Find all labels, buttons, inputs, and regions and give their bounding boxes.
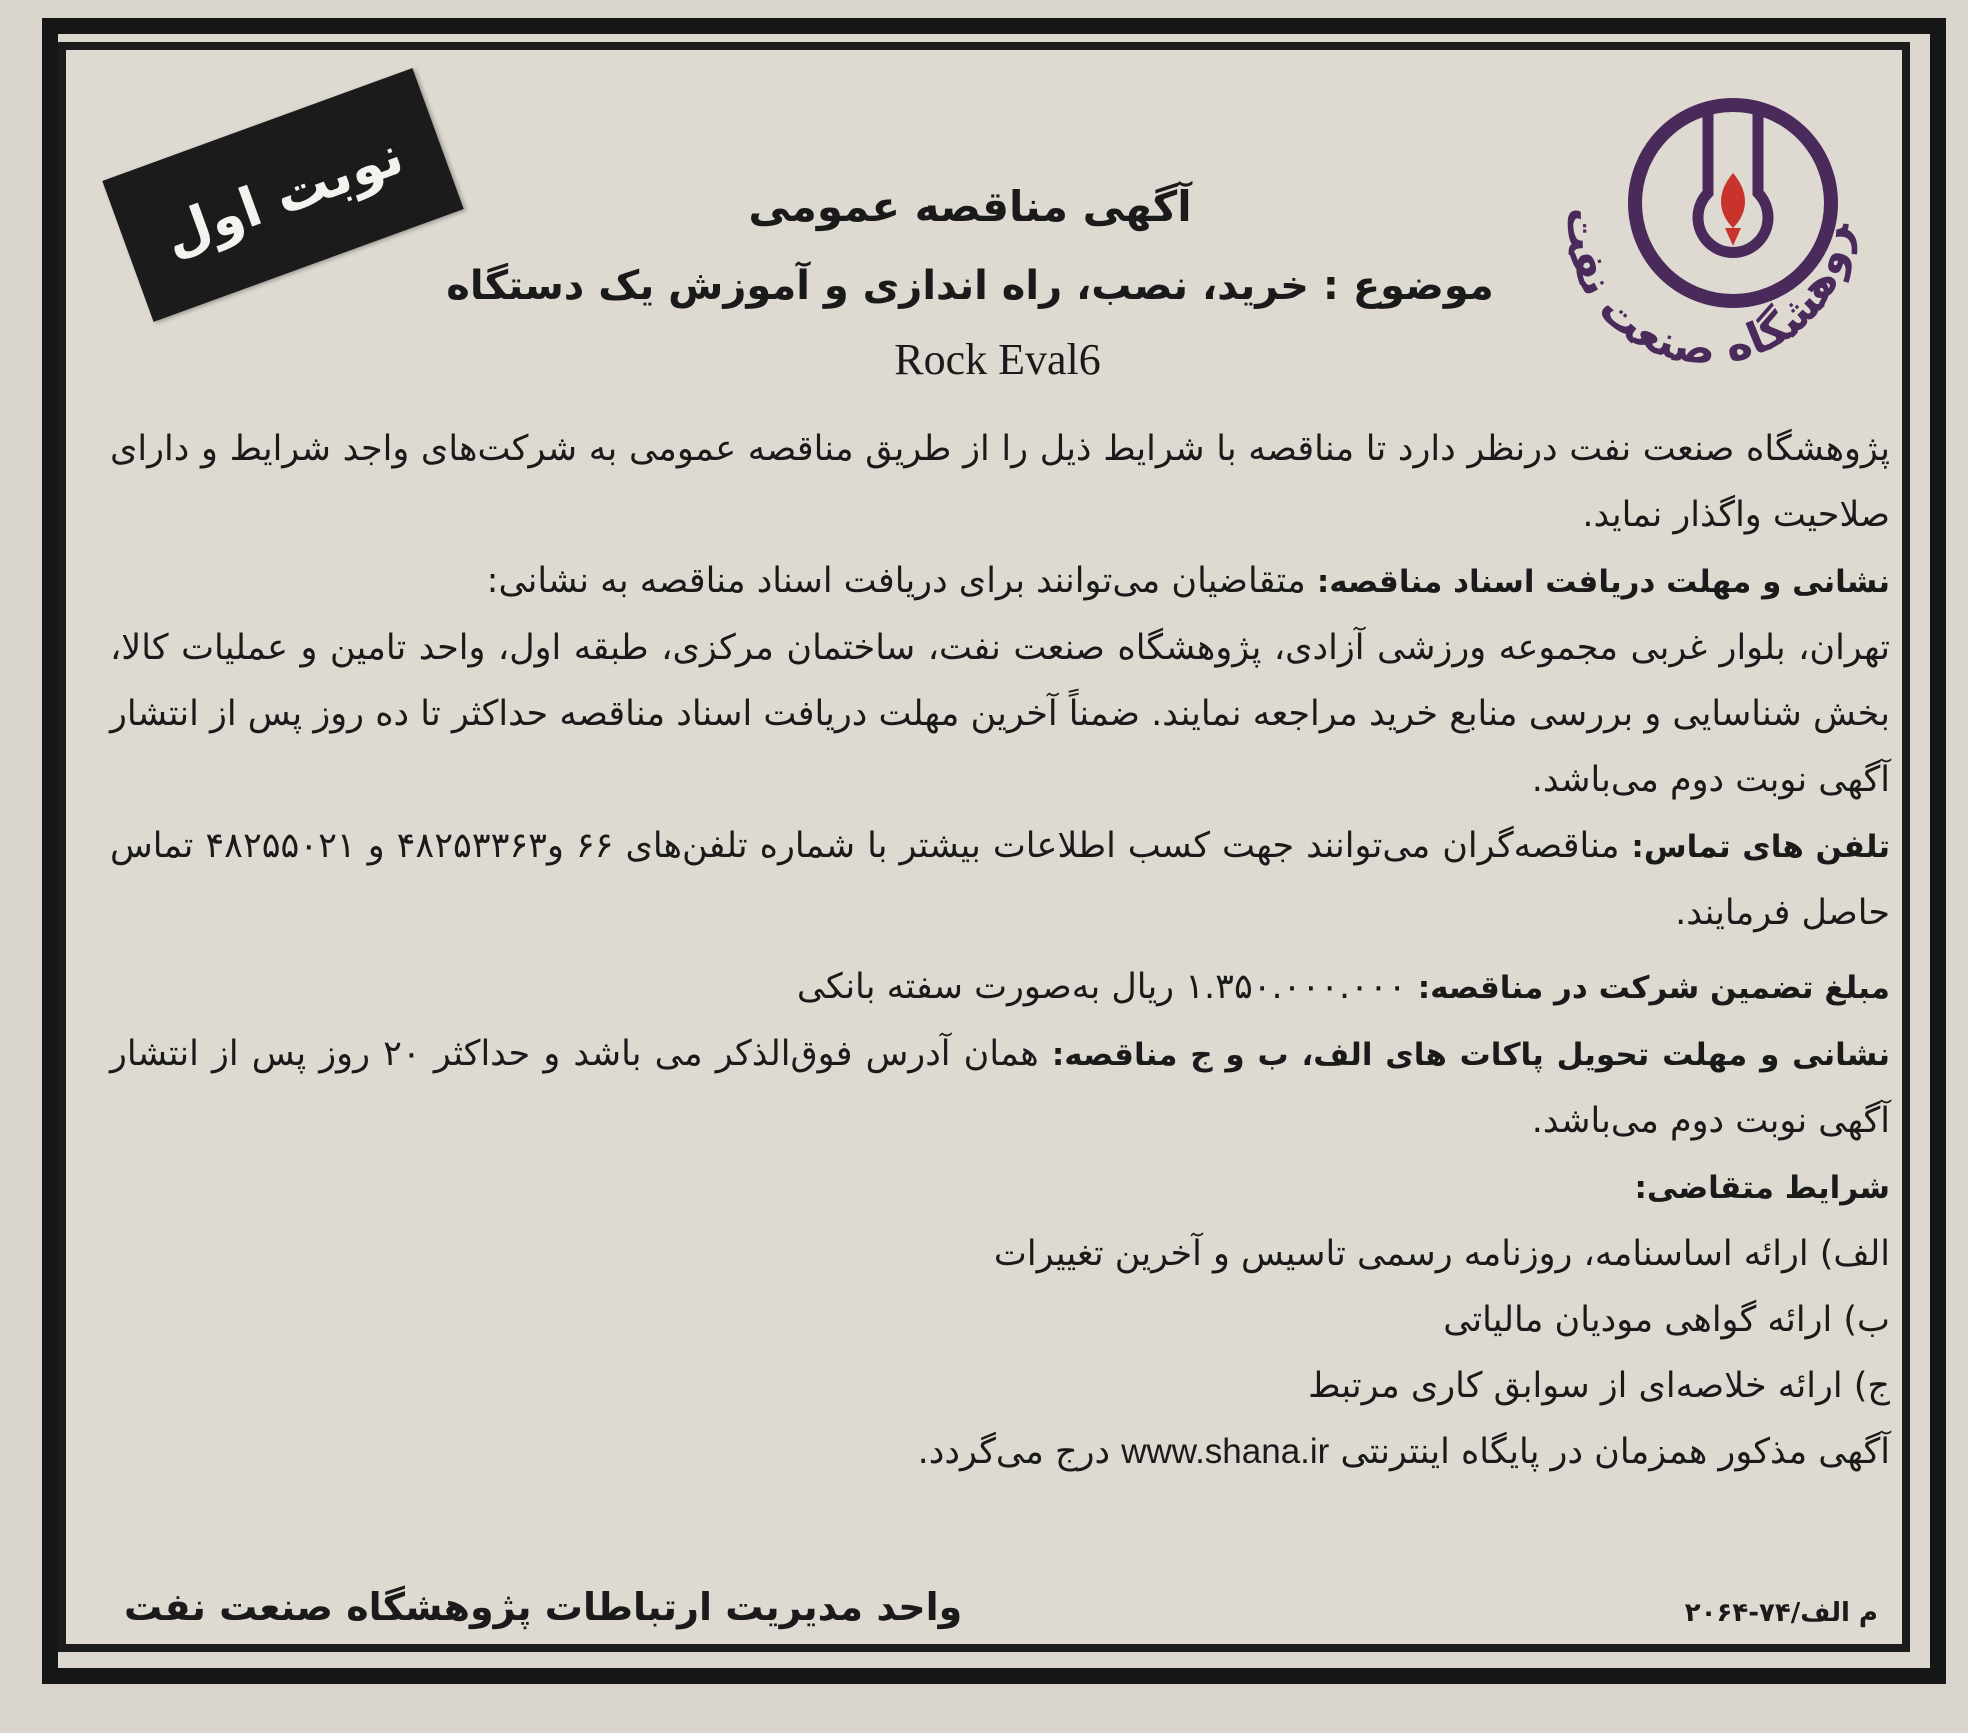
- notice-code: م الف/۷۴-۲۰۶۴: [1684, 1598, 1878, 1628]
- badge-text: نوبت اول: [155, 122, 411, 268]
- notice-subject: موضوع : خرید، نصب، راه اندازی و آموزش یک دستگاه: [446, 263, 1494, 309]
- website-post: درج می‌گردد.: [917, 1432, 1122, 1472]
- website-pre: آگهی مذکور همزمان در پایگاه اینترنتی: [1329, 1432, 1890, 1472]
- institute-logo: [1528, 88, 1888, 368]
- website-link[interactable]: www.shana.ir: [1121, 1432, 1330, 1471]
- address-paragraph: تهران، بلوار غربی مجموعه ورزشی آزادی، پژوهشگاه صنعت نفت، ساختمان مرکزی، طبقه اول، واحد تامین و عملیات کالا، بخش شناسایی و بررسی منابع خرید مراجعه نمایند. ضمناً آخرین مهلت دریافت اسناد مناقصه حداکثر تا ده روز پس از انتشار آگهی نوبت دوم می‌باشد.: [110, 628, 1890, 800]
- delivery-text: همان آدرس فوق‌الذکر می باشد و حداکثر ۲۰ روز پس از انتشار آگهی نوبت دوم می‌باشد.: [110, 1034, 1890, 1141]
- notice-title: آگهی مناقصه عمومی: [748, 182, 1192, 231]
- delivery-label: نشانی و مهلت تحویل پاکات های الف، ب و ج مناقصه:: [1051, 1037, 1890, 1073]
- conditions-heading: [110, 1154, 1890, 1221]
- condition-item: ب) ارائه گواهی مودیان مالیاتی: [1443, 1300, 1890, 1340]
- conditions-label: شرایط متقاضی:: [1634, 1170, 1890, 1206]
- guarantee-paragraph: [110, 954, 1890, 1021]
- docs-text: متقاضیان می‌توانند برای دریافت اسناد مناقصه به نشانی:: [486, 561, 1317, 601]
- device-name: Rock Eval6: [894, 335, 1101, 384]
- phone-paragraph: [110, 813, 1890, 946]
- notice-body: [110, 416, 1890, 1485]
- website-paragraph: [110, 1419, 1890, 1485]
- docs-label: نشانی و مهلت دریافت اسناد مناقصه:: [1316, 564, 1890, 600]
- flame-icon: [1721, 173, 1745, 228]
- intro-paragraph: پژوهشگاه صنعت نفت درنظر دارد تا مناقصه با شرایط ذیل را از طریق مناقصه عمومی به شرکت‌های واجد شرایط و دارای صلاحیت واگذار نماید.: [110, 429, 1890, 535]
- delivery-paragraph: [110, 1021, 1890, 1154]
- phone-text: مناقصه‌گران می‌توانند جهت کسب اطلاعات بیشتر با شماره تلفن‌های ۶۶ و۴۸۲۵۳۳۶۳ و ۴۸۲۵۵۰۲۱ تماس حاصل فرمایند.: [110, 826, 1890, 933]
- flame-base-icon: [1725, 228, 1741, 246]
- issuing-unit: واحد مدیریت ارتباطات پژوهشگاه صنعت نفت: [124, 1585, 963, 1629]
- condition-item: الف) ارائه اساسنامه، روزنامه رسمی تاسیس و آخرین تغییرات: [993, 1234, 1890, 1274]
- condition-item: ج) ارائه خلاصه‌ای از سوابق کاری مرتبط: [1308, 1366, 1890, 1406]
- docs-paragraph: [110, 548, 1890, 615]
- phone-label: تلفن های تماس:: [1631, 829, 1890, 865]
- guarantee-label: مبلغ تضمین شرکت در مناقصه:: [1417, 970, 1890, 1006]
- logo-graphic: [1528, 88, 1888, 368]
- guarantee-text: ۱.۳۵۰.۰۰۰.۰۰۰ ریال به‌صورت سفته بانکی: [796, 967, 1418, 1007]
- logo-arc-text: ژوهشگاه صنعت نفت: [1556, 206, 1860, 368]
